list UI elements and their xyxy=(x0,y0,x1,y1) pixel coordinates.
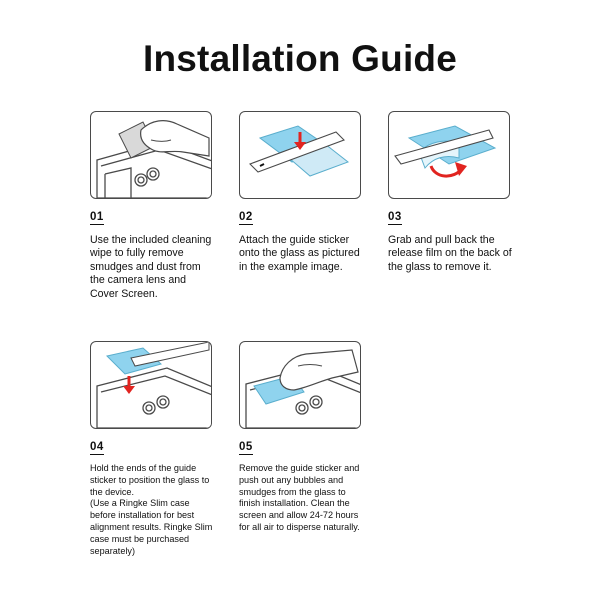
step-03 xyxy=(388,111,512,274)
step-04 xyxy=(90,341,214,557)
step-05 xyxy=(239,341,363,534)
step-text: Hold the ends of the guide sticker to position the glass to the device. xyxy=(90,463,210,497)
step-number: 03 xyxy=(388,211,402,223)
step-01 xyxy=(90,111,214,301)
step-text: Use the included cleaning wipe to fully remove smudges and dust from the camera lens and Cover Screen. xyxy=(90,234,212,300)
step-text: Remove the guide sticker and push out any bubbles and smudges from the glass to finish installation. Clean the screen and allow 24-72 hours for all air to disperse naturally. xyxy=(239,463,360,532)
step-number: 02 xyxy=(239,211,253,223)
step-text: Attach the guide sticker onto the glass as pictured in the example image. xyxy=(239,234,360,273)
attach-sticker-illustration xyxy=(239,111,361,199)
step-02 xyxy=(239,111,363,274)
step-number: 05 xyxy=(239,441,253,453)
page-title: Installation Guide xyxy=(142,38,458,79)
step-number: 04 xyxy=(90,441,104,453)
step-description xyxy=(90,234,214,301)
step-note: (Use a Ringke Slim case before installation for best alignment results. Ringke Slim case must be purchased separately) xyxy=(90,498,213,556)
step-text: Grab and pull back the release film on the back of the glass to remove it. xyxy=(388,234,512,273)
position-glass-illustration xyxy=(90,341,212,429)
cleaning-illustration xyxy=(90,111,212,199)
step-description xyxy=(239,234,363,274)
step-number: 01 xyxy=(90,211,104,223)
step-description xyxy=(239,463,363,534)
peel-film-illustration xyxy=(388,111,510,199)
remove-bubbles-illustration xyxy=(239,341,361,429)
step-description xyxy=(388,234,512,274)
step-description xyxy=(90,463,214,557)
